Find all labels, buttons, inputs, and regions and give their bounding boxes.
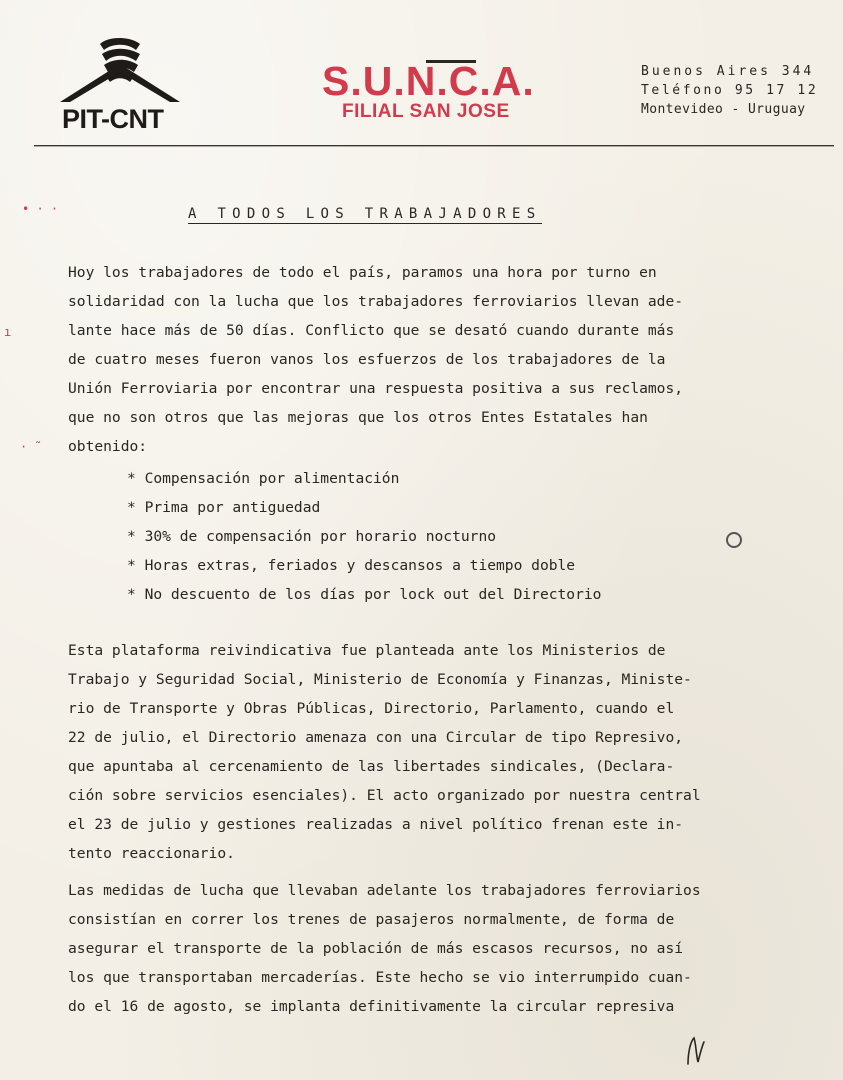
text-line: Hoy los trabajadores de todo el país, paramos una hora por turno en (68, 264, 657, 281)
demands-list (127, 464, 601, 609)
list-item: * 30% de compensación por horario nocturno (127, 528, 497, 545)
stray-mark: • · · (22, 202, 59, 216)
list-item: * Compensación por alimentación (127, 470, 400, 487)
text-line: solidaridad con la lucha que los trabajadores ferroviarios llevan ade- (68, 293, 684, 310)
text-line: asegurar el transporte de la población de más escasos recursos, no así (68, 940, 684, 957)
text-line: el 23 de julio y gestiones realizadas a nivel político frenan este in- (68, 816, 684, 833)
handwritten-initial-icon (684, 1034, 708, 1070)
paragraph-2 (68, 636, 701, 868)
text-line: los que transportaban mercaderías. Este hecho se vio interrumpido cuan- (68, 969, 692, 986)
address-line-phone: Teléfono 95 17 12 (641, 83, 819, 98)
list-item: * Prima por antiguedad (127, 499, 321, 516)
text-line: Trabajo y Seguridad Social, Ministerio de Economía y Finanzas, Ministe- (68, 671, 692, 688)
list-item: * No descuento de los días por lock out del Directorio (127, 586, 602, 603)
paragraph-1 (68, 258, 683, 461)
text-line: Las medidas de lucha que llevaban adelante los trabajadores ferroviarios (68, 882, 701, 899)
address-block (641, 62, 818, 119)
text-line: que no son otros que las mejoras que los otros Entes Estatales han (68, 409, 648, 426)
address-line-street: Buenos Aires 344 (641, 64, 815, 79)
header-divider (34, 145, 834, 146)
text-line: rio de Transporte y Obras Públicas, Directorio, Parlamento, cuando el (68, 700, 675, 717)
paragraph-3 (68, 876, 701, 1021)
text-line: que apuntaba al cercenamiento de las libertades sindicales, (Declara- (68, 758, 675, 775)
text-line: tento reaccionario. (68, 845, 235, 862)
sunca-title: S.U.N.C.A. (322, 58, 535, 104)
pit-cnt-label: PIT-CNT (62, 104, 164, 134)
list-item: * Horas extras, feriados y descansos a tiempo doble (127, 557, 576, 574)
ink-ring-mark (726, 532, 742, 548)
stray-mark: ı (4, 325, 12, 339)
text-line: consistían en correr los trenes de pasajeros normalmente, de forma de (68, 911, 675, 928)
text-line: obtenido: (68, 438, 148, 455)
text-line: ción sobre servicios esenciales). El acto organizado por nuestra central (68, 787, 701, 804)
document-heading: A TODOS LOS TRABAJADORES (188, 206, 542, 222)
text-line: 22 de julio, el Directorio amenaza con una Circular de tipo Represivo, (68, 729, 684, 746)
stray-mark: · ˜ (20, 440, 42, 454)
text-line: Esta plataforma reivindicativa fue planteada ante los Ministerios de (68, 642, 666, 659)
text-line: de cuatro meses fueron vanos los esfuerzos de los trabajadores de la (68, 351, 666, 368)
sunca-subtitle: FILIAL SAN JOSE (342, 101, 510, 122)
text-line: do el 16 de agosto, se implanta definitivamente la circular represiva (68, 998, 675, 1015)
text-line: lante hace más de 50 días. Conflicto que se desató cuando durante más (68, 322, 675, 339)
address-line-city: Montevideo - Uruguay (641, 102, 806, 117)
text-line: Unión Ferroviaria por encontrar una respuesta positiva a sus reclamos, (68, 380, 684, 397)
